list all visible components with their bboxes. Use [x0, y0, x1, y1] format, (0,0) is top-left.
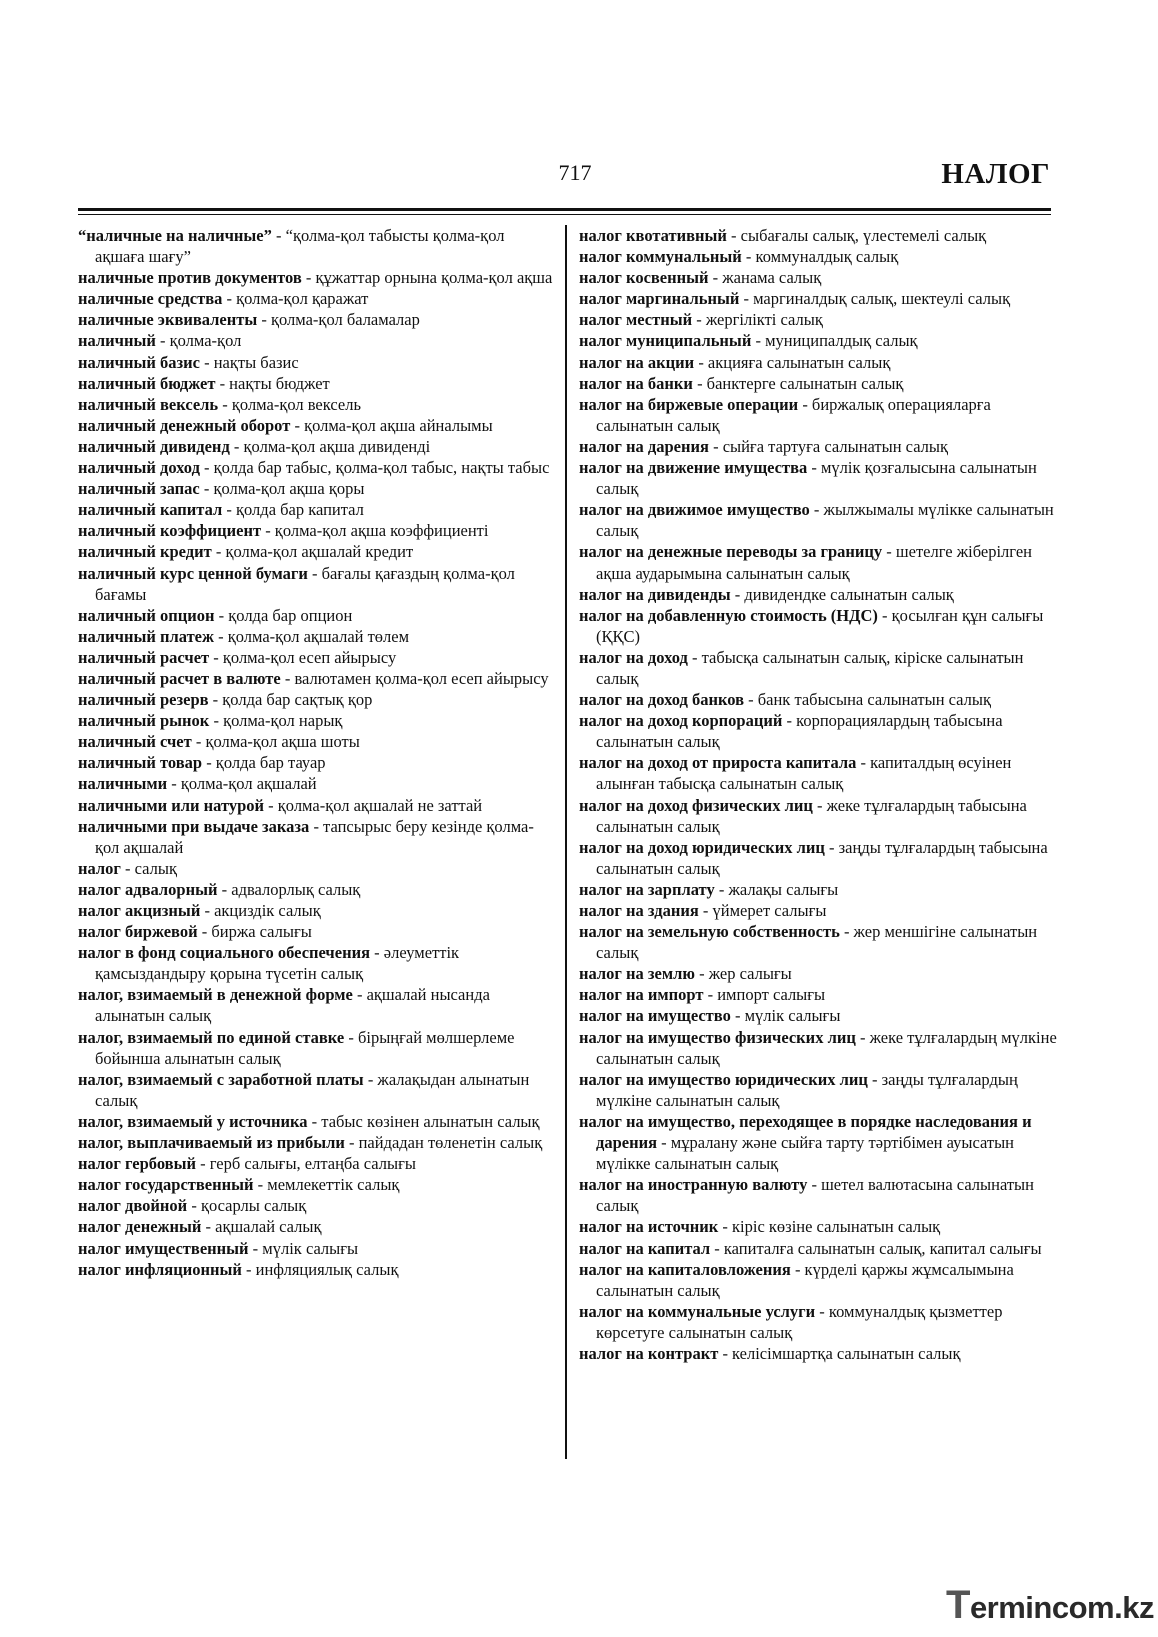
entry-term: налог адвалорный [78, 879, 218, 899]
dictionary-entry [579, 330, 1057, 351]
entry-definition: - капиталға салынатын салық, капитал салығы [710, 1238, 1042, 1258]
entry-term: налог, выплачиваемый из прибыли [78, 1133, 345, 1153]
entry-term: налог на доход корпораций [579, 711, 783, 731]
entry-term: налог на дивиденды [579, 584, 731, 604]
dictionary-entry [579, 394, 1057, 436]
entry-term: налог денежный [78, 1217, 202, 1237]
dictionary-entry [579, 457, 1057, 499]
entry-term: наличный капитал [78, 500, 223, 520]
entry-definition: - қолда бар тауар [202, 753, 326, 773]
entry-definition: - банктерге салынатын салық [692, 373, 904, 393]
entry-definition: - валютамен қолма-қол есеп айырысу [280, 668, 549, 688]
entry-definition: - қолма-қол ақша қоры [199, 479, 365, 499]
entry-term: наличный кредит [78, 542, 212, 562]
entry-term: налог гербовый [78, 1154, 196, 1174]
entry-term: налог [78, 858, 121, 878]
entry-definition: - мүлiк салығы [730, 1006, 841, 1026]
entry-definition: - шетел валютасына салынатын салық [596, 1175, 1034, 1216]
dictionary-entry [579, 1301, 1057, 1343]
entry-definition: - қосылған құн салығы (ҚҚС) [596, 605, 1044, 646]
dictionary-entry [78, 1238, 556, 1259]
entry-term: наличный расчет [78, 647, 210, 667]
dictionary-entry [579, 963, 1057, 984]
entry-term: налог биржевой [78, 922, 198, 942]
entry-term: налог на земельную собственность [579, 922, 840, 942]
dictionary-entry [78, 1216, 556, 1237]
entry-term: наличный товар [78, 753, 203, 773]
entry-definition: - жалақыдан алынатын салық [95, 1069, 530, 1110]
dictionary-entry [78, 879, 556, 900]
dictionary-entry [78, 478, 556, 499]
entry-term: налог маргинальный [579, 289, 740, 309]
dictionary-entry [579, 1259, 1057, 1301]
entry-definition: - жылжымалы мүлiкке салынатын салық [596, 500, 1054, 541]
entry-term: наличный счет [78, 732, 192, 752]
dictionary-entry [78, 1027, 556, 1069]
dictionary-entry [78, 731, 556, 752]
entry-definition: - ақшалай нысанда алынатын салық [95, 985, 490, 1026]
dictionary-entry [579, 647, 1057, 689]
dictionary-entry [579, 837, 1057, 879]
entry-term: наличный доход [78, 458, 200, 478]
dictionary-entry [78, 1259, 556, 1280]
entry-term: налог на имущество [579, 1006, 731, 1026]
entry-definition: - салық [120, 858, 177, 878]
entry-definition: - жеке тұлғалардың мүлкiне салынатын салық [596, 1027, 1057, 1068]
entry-term: налог на доход [579, 647, 688, 667]
entry-term: налог на капиталовложения [579, 1259, 791, 1279]
entry-term: налог на доход банков [579, 690, 745, 710]
entry-definition: - қолма-қол ақшалай [167, 774, 317, 794]
dictionary-entry [579, 689, 1057, 710]
entry-definition: - сыйға тартуға салынатын салық [708, 436, 949, 456]
dictionary-entry [78, 942, 556, 984]
entry-term: налог, взимаемый с заработной платы [78, 1069, 364, 1089]
entry-definition: - қолма-қол есеп айырысу [209, 647, 397, 667]
entry-definition: - қолда бар опцион [214, 605, 353, 625]
entry-definition: - қолма-қол ақша дивидендi [229, 436, 431, 456]
dictionary-entry [78, 795, 556, 816]
entry-term: наличный денежный оборот [78, 415, 291, 435]
entry-definition: - қолда бар сақтық қор [208, 690, 373, 710]
dictionary-entry [579, 1005, 1057, 1026]
entry-definition: - қолма-қол ақшалай кредит [211, 542, 414, 562]
entry-term: налог на движимое имущество [579, 500, 810, 520]
termincom-logo: Termincom.kz [946, 1583, 1154, 1627]
entry-definition: - муниципалдық салық [751, 331, 918, 351]
entry-term: наличный опцион [78, 605, 215, 625]
entry-term: наличный рынок [78, 711, 210, 731]
running-headword: НАЛОГ [941, 158, 1050, 190]
dictionary-entry [78, 225, 556, 267]
entry-definition: - қосарлы салық [187, 1196, 307, 1216]
dictionary-entry [579, 879, 1057, 900]
entry-definition: - табыс көзiнен алынатын салық [307, 1111, 540, 1131]
entry-definition: - жанама салық [708, 268, 822, 288]
dictionary-entry [78, 288, 556, 309]
entry-definition: - кiрiс көзiне салынатын салық [718, 1217, 941, 1237]
dictionary-entry [579, 605, 1057, 647]
column-divider [565, 225, 567, 1459]
entry-definition: - қолма-қол ақша коэффициентi [261, 521, 489, 541]
entry-term: налог на доход физических лиц [579, 795, 813, 815]
entry-definition: - бiрыңғай мөлшерлеме бойынша алынатын салық [95, 1027, 515, 1068]
entry-term: налог муниципальный [579, 331, 752, 351]
entry-definition: - бағалы қағаздың қолма-қол бағамы [95, 563, 515, 604]
entry-term: налог квотативный [579, 226, 727, 245]
entry-term: налог на коммунальные услуги [579, 1301, 816, 1321]
right-column [579, 225, 1057, 1364]
entry-definition: - әлеуметтiк қамсыздандыру қорына түсетiн салық [95, 943, 460, 984]
entry-term: наличными [78, 774, 168, 794]
entry-definition: - мүлiк қозғалысына салынатын салық [596, 458, 1037, 499]
dictionary-entry [78, 436, 556, 457]
dictionary-entry [78, 1195, 556, 1216]
dictionary-entry [78, 541, 556, 562]
entry-term: налог инфляционный [78, 1259, 242, 1279]
dictionary-entry [78, 1174, 556, 1195]
dictionary-entry [78, 457, 556, 478]
dictionary-entry [78, 647, 556, 668]
dictionary-entry [579, 1027, 1057, 1069]
dictionary-entry [579, 1111, 1057, 1174]
dictionary-entry [579, 710, 1057, 752]
dictionary-entry [579, 436, 1057, 457]
entry-definition: - ақшалай салық [201, 1217, 322, 1237]
entry-definition: - қолма-қол ақша шоты [191, 732, 360, 752]
dictionary-entry [78, 394, 556, 415]
entry-term: налог в фонд социального обеспечения [78, 943, 371, 963]
entry-term: налог двойной [78, 1196, 188, 1216]
entry-term: наличный вексель [78, 394, 219, 414]
entry-definition: - дивидендке салынатын салық [730, 584, 954, 604]
entry-definition: - жеке тұлғалардың табысына салынатын салық [596, 795, 1027, 836]
entry-term: наличный курс ценной бумаги [78, 563, 308, 583]
entry-definition: - жер меншiгiне салынатын салық [596, 922, 1038, 963]
entry-term: наличный расчет в валюте [78, 668, 281, 688]
entry-term: налог акцизный [78, 901, 201, 920]
entry-definition: - мұралану және сыйға тарту тәртiбiмен ауысатын мүлiкке салынатын салық [596, 1133, 1014, 1174]
dictionary-entry [579, 1238, 1057, 1259]
dictionary-entry [579, 352, 1057, 373]
page-number: 717 [558, 160, 592, 185]
entry-definition: - құжаттар орнына қолма-қол ақша [301, 268, 553, 288]
entry-term: налог косвенный [579, 268, 709, 288]
dictionary-entry [78, 752, 556, 773]
entry-definition: - заңды тұлғалардың мүлкiне салынатын салық [596, 1069, 1018, 1110]
dictionary-entry [78, 900, 556, 921]
dictionary-entry [579, 288, 1057, 309]
entry-term: налог на имущество физических лиц [579, 1027, 856, 1047]
entry-definition: - күрделi қаржы жұмсалымына салынатын салық [596, 1259, 1014, 1300]
dictionary-entry [78, 605, 556, 626]
dictionary-entry [579, 1343, 1057, 1364]
dictionary-entry [579, 1069, 1057, 1111]
entry-definition: - адвалорлық салық [217, 879, 361, 899]
dictionary-entry [579, 267, 1057, 288]
dictionary-entry [579, 795, 1057, 837]
dictionary-entry [78, 858, 556, 879]
entry-definition: - коммуналдық салық [741, 247, 899, 267]
dictionary-entry [78, 1111, 556, 1132]
entry-term: налог на движение имущества [579, 458, 808, 478]
entry-definition: - импорт салығы [703, 985, 826, 1005]
dictionary-entry [78, 921, 556, 942]
entry-definition: - “қолма-қол табысты қолма-қол ақшаға шағу” [95, 226, 505, 267]
entry-definition: - жергiлiктi салық [692, 310, 823, 330]
entry-definition: - мүлiк салығы [248, 1238, 359, 1258]
dictionary-entry [78, 1132, 556, 1153]
entry-definition: - инфляциялық салық [241, 1259, 399, 1279]
entry-term: налог на денежные переводы за границу [579, 542, 883, 562]
entry-term: налог государственный [78, 1175, 254, 1195]
entry-term: налог на зарплату [579, 879, 715, 899]
entry-definition: - үймерет салығы [698, 901, 827, 920]
dictionary-entry [78, 984, 556, 1026]
entry-term: налог на источник [579, 1217, 719, 1237]
entry-definition: - заңды тұлғалардың табысына салынатын салық [596, 837, 1048, 878]
entry-term: наличный дивиденд [78, 436, 230, 456]
entry-term: наличный базис [78, 352, 200, 372]
entry-definition: - қолма-қол [155, 331, 242, 351]
dictionary-entry [579, 309, 1057, 330]
dictionary-entry [579, 584, 1057, 605]
entry-term: налог местный [579, 310, 693, 330]
dictionary-entry [579, 921, 1057, 963]
dictionary-entry [579, 541, 1057, 583]
entry-term: наличные эквиваленты [78, 310, 258, 330]
dictionary-entry [579, 225, 1057, 246]
entry-definition: - коммуналдық қызметтер көрсетуге салынатын салық [596, 1301, 1003, 1342]
entry-term: налог на здания [579, 901, 699, 920]
entry-term: “наличные на наличные” [78, 226, 272, 245]
entry-term: налог на биржевые операции [579, 394, 799, 414]
dictionary-entry [579, 499, 1057, 541]
dictionary-entry [579, 1216, 1057, 1237]
entry-term: налог на иностранную валюту [579, 1175, 808, 1195]
entry-term: налог на акции [579, 352, 695, 372]
entry-term: налог на добавленную стоимость (НДС) [579, 605, 878, 625]
entry-definition: - қолда бар табыс, қолма-қол табыс, нақты табыс [199, 458, 550, 478]
entry-term: налог на банки [579, 373, 693, 393]
entry-term: наличный бюджет [78, 373, 216, 393]
dictionary-entry [78, 773, 556, 794]
dictionary-entry [78, 415, 556, 436]
dictionary-entry [78, 1153, 556, 1174]
dictionary-entry [579, 1174, 1057, 1216]
entry-definition: - мемлекеттiк салық [253, 1175, 400, 1195]
dictionary-entry [579, 984, 1057, 1005]
entry-definition: - шетелге жiберiлген ақша аударымына салынатын салық [596, 542, 1032, 583]
entry-definition: - капиталдың өсуiнен алынған табысқа салынатын салық [596, 753, 1012, 794]
entry-definition: - пайдадан төленетiн салық [344, 1133, 543, 1153]
entry-definition: - акциздiк салық [200, 901, 321, 920]
dictionary-entry [78, 499, 556, 520]
entry-definition: - қолда бар капитал [222, 500, 364, 520]
entry-term: наличный резерв [78, 690, 209, 710]
dictionary-entry [78, 689, 556, 710]
entry-definition: - биржа салығы [197, 922, 312, 942]
entry-term: налог на импорт [579, 985, 704, 1005]
entry-definition: - қолма-қол қаражат [222, 289, 369, 309]
entry-definition: - келiсiмшартқа салынатын салық [718, 1343, 961, 1363]
dictionary-entry [78, 563, 556, 605]
entry-definition: - жер салығы [694, 964, 792, 984]
entry-term: налог имущественный [78, 1238, 249, 1258]
entry-definition: - герб салығы, елтаңба салығы [195, 1154, 416, 1174]
dictionary-entry [78, 626, 556, 647]
dictionary-entry [579, 900, 1057, 921]
entry-term: наличными при выдаче заказа [78, 816, 310, 836]
dictionary-entry [78, 816, 556, 858]
entry-term: налог на доход от прироста капитала [579, 753, 857, 773]
dictionary-entry [78, 352, 556, 373]
entry-definition: - банк табысына салынатын салық [744, 690, 991, 710]
entry-definition: - қолма-қол баламалар [257, 310, 420, 330]
entry-term: налог на капитал [579, 1238, 711, 1258]
entry-term: налог, взимаемый у источника [78, 1111, 308, 1131]
entry-definition: - қолма-қол нарық [209, 711, 343, 731]
entry-definition: - табысқа салынатын салық, кiрiске салынатын салық [596, 647, 1024, 688]
entry-term: налог на имущество юридических лиц [579, 1069, 868, 1089]
entry-term: налог на имущество, переходящее в порядке наследования и дарения [579, 1111, 1032, 1153]
entry-term: наличный платеж [78, 626, 214, 646]
entry-term: налог на землю [579, 964, 695, 984]
entry-term: наличные средства [78, 289, 223, 309]
header-rule-thin [78, 214, 1051, 215]
dictionary-entry [78, 668, 556, 689]
header-rule-thick [78, 208, 1051, 211]
dictionary-entry [78, 1069, 556, 1111]
dictionary-entry [78, 710, 556, 731]
entry-term: налог на контракт [579, 1343, 719, 1363]
dictionary-entry [579, 752, 1057, 794]
entry-definition: - корпорациялардың табысына салынатын салық [596, 711, 1003, 752]
entry-definition: - жалақы салығы [714, 879, 839, 899]
entry-definition: - қолма-қол ақшалай не заттай [264, 795, 483, 815]
entry-term: налог коммунальный [579, 247, 742, 267]
entry-definition: - нақты бюджет [215, 373, 330, 393]
left-column [78, 225, 556, 1280]
dictionary-entry [78, 267, 556, 288]
entry-definition: - қолма-қол вексель [218, 394, 361, 414]
dictionary-entry [78, 373, 556, 394]
entry-term: наличные против документов [78, 268, 302, 288]
entry-definition: - маргиналдық салық, шектеулi салық [739, 289, 1011, 309]
entry-definition: - нақты базис [199, 352, 299, 372]
entry-term: налог, взимаемый в денежной форме [78, 985, 353, 1005]
entry-definition: - сыбағалы салық, үлестемелi салық [726, 226, 987, 245]
entry-definition: - тапсырыс беру кезiнде қолма-қол ақшалай [95, 816, 534, 857]
entry-term: налог на дарения [579, 436, 709, 456]
entry-term: наличный запас [78, 479, 200, 499]
dictionary-entry [78, 330, 556, 351]
dictionary-entry [78, 520, 556, 541]
entry-term: наличный коэффициент [78, 521, 262, 541]
dictionary-entry [579, 246, 1057, 267]
entry-definition: - қолма-қол ақшалай төлем [213, 626, 410, 646]
dictionary-entry [579, 373, 1057, 394]
entry-definition: - акцияға салынатын салық [694, 352, 891, 372]
entry-term: налог на доход юридических лиц [579, 837, 825, 857]
entry-term: наличными или натурой [78, 795, 265, 815]
entry-term: наличный [78, 331, 156, 351]
entry-term: налог, взимаемый по единой ставке [78, 1027, 345, 1047]
dictionary-entry [78, 309, 556, 330]
entry-definition: - биржалық операцияларға салынатын салық [596, 394, 991, 435]
entry-definition: - қолма-қол ақша айналымы [290, 415, 493, 435]
